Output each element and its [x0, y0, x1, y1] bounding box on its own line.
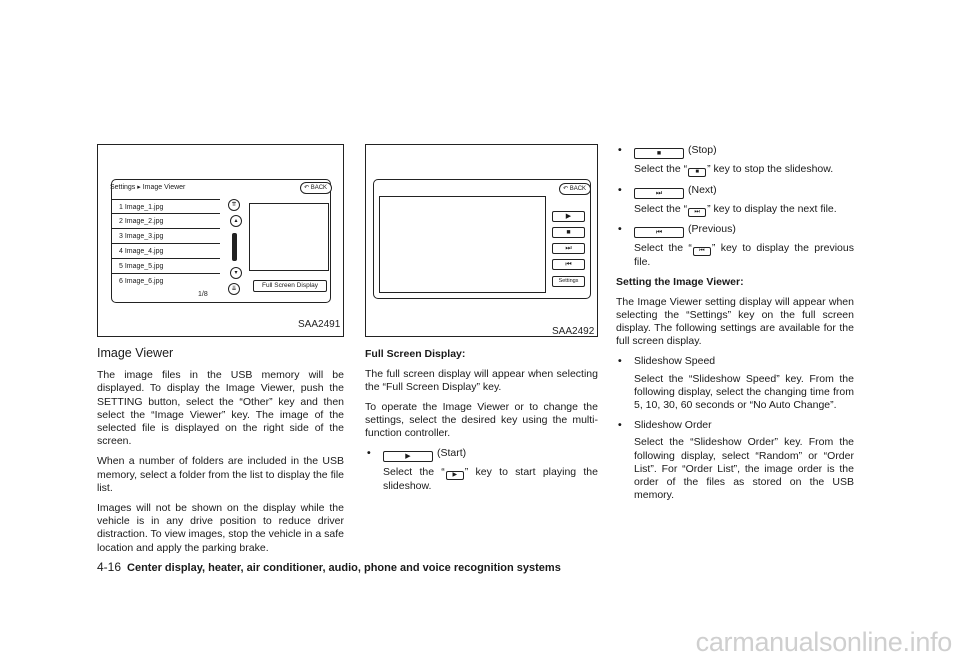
left-column — [97, 369, 344, 561]
item-label: Slideshow Speed — [634, 355, 716, 368]
list-item — [616, 144, 854, 159]
paragraph: The image files in the USB memory will be displayed. To display the Image Viewer, push the SETTING button, select the “Other” key and then select the “Image Viewer” key. The image of the selected file is displayed on the right side of the screen. — [97, 369, 344, 448]
list-item — [616, 419, 854, 432]
item-description: Select the “Slideshow Order” key. From the following display, select “Random” or “Order List”. For “Order List”, the image order is the order of the files as stored on the USB memory. — [634, 436, 854, 502]
next-icon: ⏭ — [634, 188, 684, 199]
text: Select the “ — [634, 242, 692, 254]
back-button[interactable]: ↶ BACK — [559, 183, 591, 195]
file-list — [112, 199, 220, 289]
item-description: Select the “Slideshow Speed” key. From the following display, select the changing time from 5, 10, 30, 60 seconds or “No Auto Change”. — [634, 372, 854, 412]
paragraph: The full screen display will appear when selecting the “Full Screen Display” key. — [365, 367, 598, 394]
next-icon: ⏭ — [688, 208, 706, 217]
back-label: BACK — [569, 186, 587, 192]
previous-button[interactable]: ⏮ — [552, 259, 585, 270]
scroll-down-icon[interactable]: ▾ — [230, 267, 242, 279]
page-count: 1/8 — [198, 291, 208, 298]
page-down-icon[interactable]: ⇊ — [228, 283, 240, 295]
paragraph: To operate the Image Viewer or to change the settings, select the desired key using the multi-function controller. — [365, 400, 598, 440]
item-label: (Next) — [688, 183, 717, 196]
list-item — [616, 355, 854, 368]
list-item[interactable]: 3 Image_3.jpg — [112, 229, 220, 244]
image-preview — [249, 203, 329, 271]
stop-icon: ■ — [634, 148, 684, 159]
list-item — [616, 223, 854, 238]
item-label: (Stop) — [688, 144, 717, 156]
subheading: Full Screen Display: — [365, 348, 466, 360]
list-item — [365, 447, 598, 462]
section-heading: Image Viewer — [97, 346, 174, 360]
back-label: BACK — [310, 185, 328, 191]
scrollbar[interactable] — [232, 233, 237, 261]
item-description — [616, 203, 854, 217]
paragraph: The Image Viewer setting display will appear when selecting the “Settings” key on the full screen display. The following settings are available for the full screen display. — [616, 295, 854, 348]
item-label: (Previous) — [688, 223, 736, 235]
item-description — [616, 242, 854, 269]
previous-icon: ⏮ — [693, 247, 711, 256]
bullet-icon: • — [367, 447, 371, 460]
bullet-icon: • — [618, 223, 622, 235]
page-footer — [97, 560, 561, 574]
text: ” key to start playing the slideshow. — [383, 466, 598, 493]
figure-code: SAA2491 — [298, 319, 341, 330]
figure-code: SAA2492 — [552, 326, 595, 337]
settings-button[interactable]: Settings — [552, 276, 585, 287]
list-item — [616, 184, 854, 199]
text: Select the “ — [383, 466, 445, 479]
back-button[interactable]: ↶ BACK — [300, 182, 332, 194]
text: ” key to display the next file. — [707, 202, 837, 215]
page-number: 4-16 — [97, 560, 122, 574]
next-button[interactable]: ⏭ — [552, 243, 585, 254]
start-button[interactable]: ▶ — [552, 211, 585, 222]
previous-icon: ⏮ — [634, 227, 684, 238]
text: Select the “ — [634, 163, 688, 175]
figure-full-screen — [365, 144, 598, 337]
middle-column — [365, 348, 598, 500]
paragraph: Images will not be shown on the display while the vehicle is in any drive position to reduce driver distraction. To view images, stop the vehicle in a safe location and apply the parking brake. — [97, 501, 344, 554]
watermark: carmanualsonline.info — [695, 627, 952, 657]
figure-image-viewer — [97, 144, 344, 337]
scroll-controls — [226, 199, 242, 295]
paragraph: When a number of folders are included in the USB memory, select a folder from the list to display the file list. — [97, 455, 344, 494]
stop-button[interactable]: ■ — [552, 227, 585, 238]
start-icon: ▶ — [446, 471, 464, 480]
stop-icon: ■ — [688, 168, 706, 177]
bullet-icon: • — [618, 183, 622, 196]
breadcrumb: Settings ▸ Image Viewer — [110, 184, 186, 191]
item-label: Slideshow Order — [634, 418, 712, 431]
scroll-up-icon[interactable]: ▴ — [230, 215, 242, 227]
list-item[interactable]: 4 Image_4.jpg — [112, 244, 220, 259]
item-label: (Start) — [437, 447, 467, 460]
bullet-icon: • — [618, 355, 622, 368]
text: ” key to stop the slideshow. — [707, 163, 834, 175]
bullet-icon: • — [618, 144, 622, 156]
bullet-icon: • — [618, 418, 622, 431]
subheading: Setting the Image Viewer: — [616, 275, 744, 288]
item-description — [365, 466, 598, 493]
right-column — [616, 144, 854, 509]
start-icon: ▶ — [383, 451, 433, 462]
list-item[interactable]: 1 Image_1.jpg — [112, 199, 220, 214]
full-screen-display-button[interactable]: Full Screen Display — [253, 280, 327, 292]
list-item[interactable]: 6 Image_6.jpg — [112, 274, 220, 289]
list-item[interactable]: 5 Image_5.jpg — [112, 259, 220, 274]
footer-title: Center display, heater, air conditioner, audio, phone and voice recognition systems — [127, 562, 561, 574]
page-up-icon[interactable]: ⇈ — [228, 199, 240, 211]
text: ” key to display the previous file. — [634, 242, 854, 268]
text: Select the “ — [634, 202, 688, 215]
list-item[interactable]: 2 Image_2.jpg — [112, 214, 220, 229]
item-description — [616, 163, 854, 177]
full-screen-image — [379, 196, 546, 293]
